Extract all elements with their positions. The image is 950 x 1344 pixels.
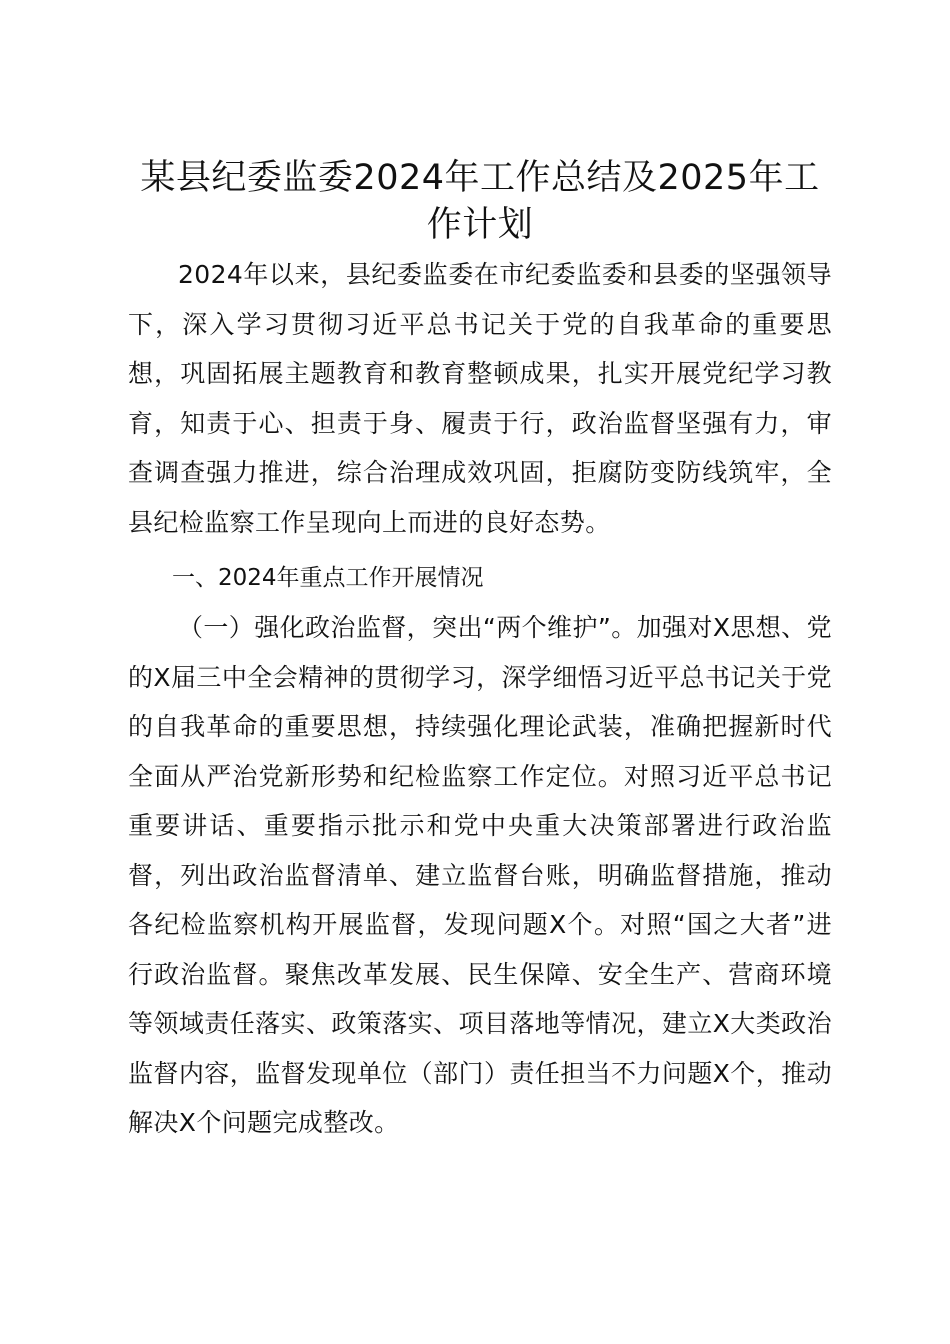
title-line-2: 作计划: [426, 205, 534, 245]
intro-paragraph: 2024年以来，县纪委监委在市纪委监委和县委的坚强领导下，深入学习贯彻习近平总书记关于党的自我革命的重要思想，巩固拓展主题教育和教育整顿成果，扎实开展党纪学习教育，知责于心、担责于身、履责于行，政治监督坚强有力，审查调查强力推进，综合治理成效巩固，拒腐防变防线筑牢，全县纪检监察工作呈现向上而进的良好态势。: [128, 260, 832, 537]
title-line-1: 某县纪委监委2024年工作总结及2025年工: [140, 158, 820, 198]
section-heading: 一、2024年重点工作开展情况: [172, 565, 484, 591]
document-title: [128, 155, 832, 249]
section-paragraph: （一）强化政治监督，突出“两个维护”。加强对X思想、党的X届三中全会精神的贯彻学习，深学细悟习近平总书记关于党的自我革命的重要思想，持续强化理论武装，准确把握新时代全面从严治党新形势和纪检监察工作定位。对照习近平总书记重要讲话、重要指示批示和党中央重大决策部署进行政治监督，列出政治监督清单、建立监督台账，明确监督措施，推动各纪检监察机构开展监督，发现问题X个。对照“国之大者”进行政治监督。聚焦改革发展、民生保障、安全生产、营商环境等领域责任落实、政策落实、项目落地等情况，建立X大类政治监督内容，监督发现单位（部门）责任担当不力问题X个，推动解决X个问题完成整改。: [128, 613, 832, 1137]
